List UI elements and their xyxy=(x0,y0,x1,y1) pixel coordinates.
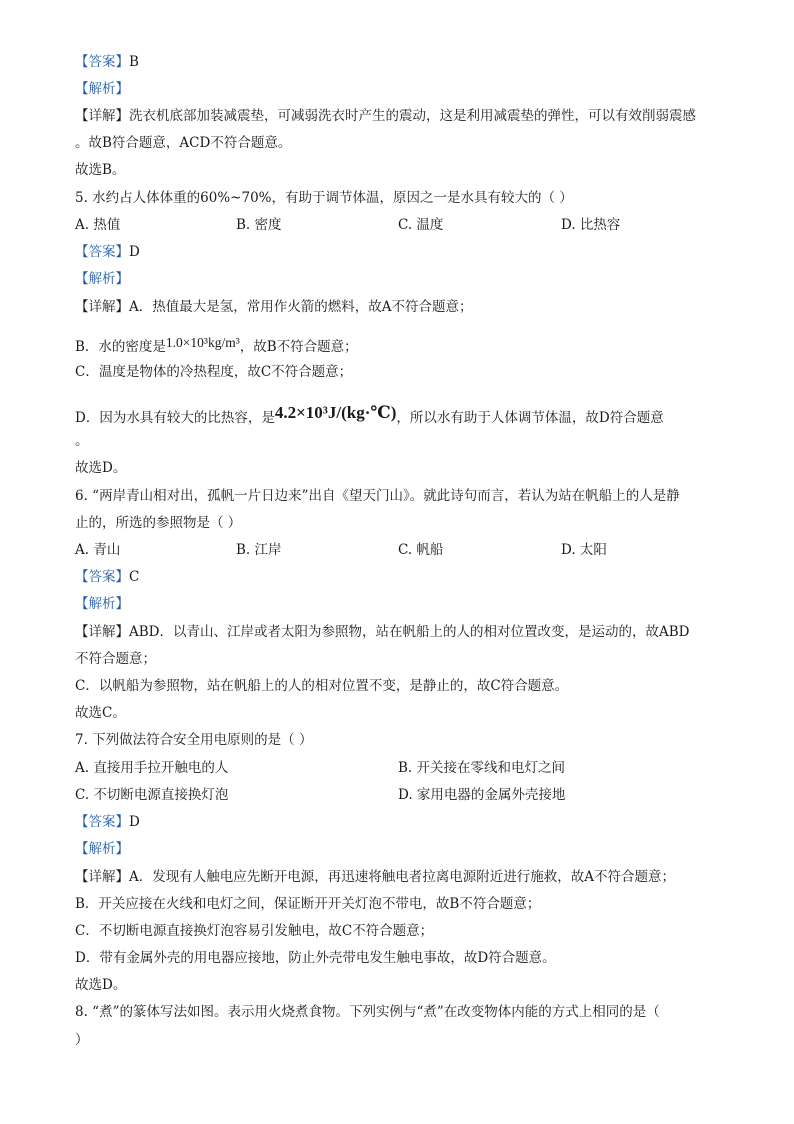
answer-tag: 【答案】 xyxy=(75,569,129,585)
question-stem: 6. “两岸青山相对出，孤帆一片日边来”出自《望天门山》。就此诗句而言，若认为站在帆船上的人是静 xyxy=(75,488,680,504)
answer-value: B xyxy=(129,54,139,70)
analysis-tag: 【解析】 xyxy=(75,596,129,612)
q7-detail-d xyxy=(75,948,734,968)
answer-tag: 【答案】 xyxy=(75,244,129,260)
q6-answer-line xyxy=(75,567,734,587)
option-b: B. 开关接在零线和电灯之间 xyxy=(398,760,566,776)
choose-text: 故选C。 xyxy=(75,705,126,721)
detail-text: D．带有金属外壳的用电器应接地，防止外壳带电发生触电事故，故D符合题意。 xyxy=(75,950,556,966)
q8-stem-1 xyxy=(75,1002,734,1022)
answer-value: C xyxy=(129,569,140,585)
question-stem: 止的，所选的参照物是（ ） xyxy=(75,515,242,531)
option-a: A. 热值 xyxy=(75,217,121,233)
q5-detail-c xyxy=(75,362,734,382)
analysis-tag: 【解析】 xyxy=(75,271,129,287)
q7-analysis-line xyxy=(75,839,734,859)
q5-detail-d xyxy=(75,403,734,428)
analysis-tag: 【解析】 xyxy=(75,81,129,97)
q6-detail-3 xyxy=(75,676,734,696)
q5-analysis-line xyxy=(75,269,734,289)
detail-text: 不符合题意； xyxy=(75,651,156,667)
q6-detail-2 xyxy=(75,649,734,669)
q6-choose-line xyxy=(75,703,734,723)
q6-analysis-line xyxy=(75,594,734,614)
q4-analysis-line xyxy=(75,79,734,99)
q5-detail-d-tail xyxy=(75,431,734,451)
option-a: A. 青山 xyxy=(75,542,121,558)
question-stem: 8. “煮”的篆体写法如图。表示用火烧煮食物。下列实例与“煮”在改变物体内能的方式上相同的是（ xyxy=(75,1004,660,1020)
answer-tag: 【答案】 xyxy=(75,54,129,70)
detail-tag: 【详解】 xyxy=(75,869,129,885)
detail-text: A．热值最大是氢，常用作火箭的燃料，故A不符合题意； xyxy=(129,299,473,315)
q7-detail-c xyxy=(75,921,734,941)
q6-stem-1 xyxy=(75,486,734,506)
q4-answer-line xyxy=(75,52,734,72)
q4-choose-line xyxy=(75,160,734,180)
option-d: D. 比热容 xyxy=(561,217,621,233)
detail-text: D．因为水具有较大的比热容，是 xyxy=(75,410,275,426)
q4-detail-line-1 xyxy=(75,106,734,126)
detail-text: C．不切断电源直接换灯泡容易引发触电，故C不符合题意； xyxy=(75,923,434,939)
q7-stem xyxy=(75,730,734,750)
q6-detail-1 xyxy=(75,622,734,642)
q4-detail-line-2 xyxy=(75,133,734,153)
q5-detail-b xyxy=(75,333,734,357)
choose-text: 故选D。 xyxy=(75,460,127,476)
q7-detail-b xyxy=(75,894,734,914)
detail-tag: 【详解】 xyxy=(75,624,129,640)
question-stem: 7. 下列做法符合安全用电原则的是（ ） xyxy=(75,732,313,748)
detail-text: 。故B符合题意，ACD不符合题意。 xyxy=(75,135,292,151)
analysis-tag: 【解析】 xyxy=(75,841,129,857)
density-formula: 1.0×10³kg/m³ xyxy=(165,335,240,350)
question-stem: ） xyxy=(75,1032,89,1048)
detail-text: 洗衣机底部加装减震垫，可减弱洗衣时产生的震动，这是利用减震垫的弹性，可以有效削弱震感 xyxy=(129,108,696,124)
detail-text: B．水的密度是 xyxy=(75,339,166,355)
detail-text: ，所以水有助于人体调节体温，故D符合题意 xyxy=(396,410,664,426)
detail-text: C．温度是物体的冷热程度，故C不符合题意； xyxy=(75,364,353,380)
q8-stem-2 xyxy=(75,1030,734,1050)
q5-answer-line xyxy=(75,242,734,262)
detail-tag: 【详解】 xyxy=(75,299,129,315)
q7-choose-line xyxy=(75,975,734,995)
specific-heat-formula: 4.2×10³J/(kg·℃) xyxy=(274,403,397,422)
option-d: D. 家用电器的金属外壳接地 xyxy=(398,787,566,803)
option-a: A. 直接用手拉开触电的人 xyxy=(75,760,229,776)
detail-text: B．开关应接在火线和电灯之间，保证断开开关灯泡不带电，故B不符合题意； xyxy=(75,896,541,912)
option-c: C. 帆船 xyxy=(398,542,444,558)
detail-tag: 【详解】 xyxy=(75,108,129,124)
detail-text: A．发现有人触电应先断开电源，再迅速将触电者拉离电源附近进行施救，故A不符合题意； xyxy=(129,869,675,885)
q5-choose-line xyxy=(75,458,734,478)
option-b: B. 江岸 xyxy=(236,542,282,558)
answer-value: D xyxy=(129,814,140,830)
detail-text: ABD．以青山、江岸或者太阳为参照物，站在帆船上的人的相对位置改变，是运动的，故ABD xyxy=(129,624,690,640)
detail-text: 。 xyxy=(75,433,89,449)
choose-text: 故选D。 xyxy=(75,977,127,993)
answer-tag: 【答案】 xyxy=(75,814,129,830)
q5-detail-a xyxy=(75,297,734,317)
q6-stem-2 xyxy=(75,513,734,533)
q5-stem xyxy=(75,188,734,208)
answer-value: D xyxy=(129,244,140,260)
detail-text: ，故B不符合题意； xyxy=(239,339,358,355)
question-stem: 5. 水约占人体体重的60%~70%，有助于调节体温，原因之一是水具有较大的（ ） xyxy=(75,190,573,206)
q7-answer-line xyxy=(75,812,734,832)
detail-text: C．以帆船为参照物，站在帆船上的人的相对位置不变，是静止的，故C符合题意。 xyxy=(75,678,569,694)
choose-text: 故选B。 xyxy=(75,162,126,178)
option-c: C. 温度 xyxy=(398,217,444,233)
option-c: C. 不切断电源直接换灯泡 xyxy=(75,787,229,803)
q7-detail-a xyxy=(75,867,734,887)
option-d: D. 太阳 xyxy=(561,542,607,558)
option-b: B. 密度 xyxy=(236,217,282,233)
